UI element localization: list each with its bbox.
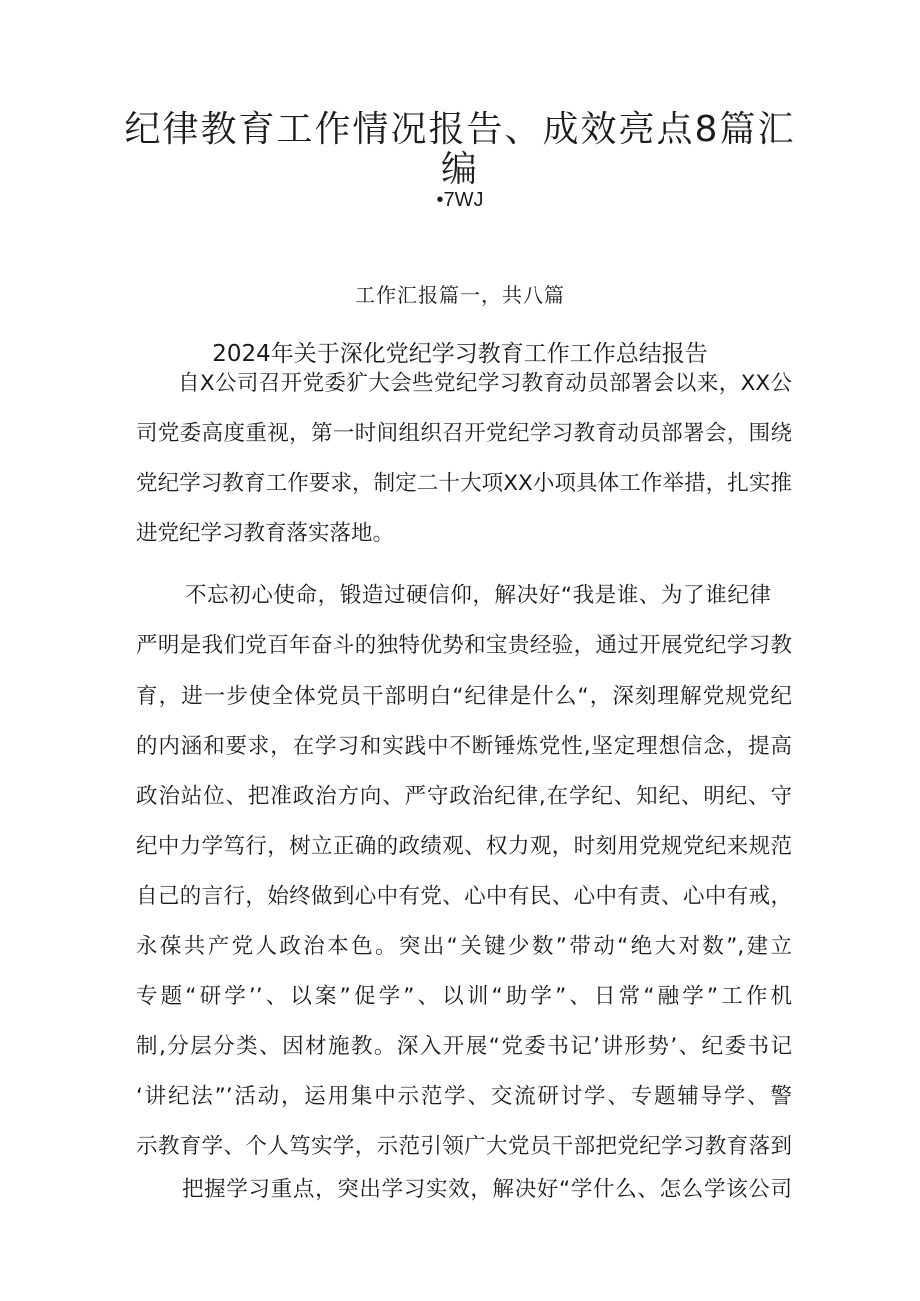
paragraph-line: 党纪学习教育工作要求，制定二十大项XX小项具体工作举措，扎实推: [136, 471, 792, 496]
section-heading: 工作汇报篇一，共八篇: [355, 283, 565, 307]
paragraph-line: 严明是我们党百年奋斗的独特优势和宝贵经验，通过开展党纪学习教: [136, 633, 792, 658]
paragraph-line: 把握学习重点，突出学习实效，解决好“学什么、怎么学该公司: [182, 1177, 792, 1202]
paragraph-line: 示教育学、个人笃实学，示范引领广大党员干部把党纪学习教育落到: [136, 1134, 792, 1159]
paragraph-line: 自己的言行，始终做到心中有党、心中有民、心中有责、心中有戒，: [136, 884, 792, 909]
paragraph-line: 进党纪学习教育落实落地。: [136, 521, 395, 546]
paragraph-line: 不忘初心使命，锻造过硬信仰，解决好“我是谁、为了谁纪律: [185, 583, 771, 608]
paragraph-line: 育，进一步使全体党员干部明白“纪律是什么“，深刻理解党规党纪: [136, 684, 792, 709]
paragraph-line: 的内涵和要求，在学习和实践中不断锤炼党性,坚定理想信念，提高: [136, 734, 792, 759]
document-title-line-1: 纪律教育工作情况报告、成效亮点8篇汇: [124, 109, 796, 150]
paragraph-line: 自X公司召开党委犷大会些党纪学习教育动员部署会以来，XX公: [178, 371, 792, 396]
paragraph-line: 政治站位、把准政治方向、严守政治纪律,在学纪、知纪、明纪、守: [136, 784, 792, 809]
paragraph-line: 司党委高度重视，第一时间组织召开党纪学习教育动员部署会，围绕: [136, 421, 792, 446]
report-title: 2024年关于深化党纪学习教育工作工作总结报告: [212, 341, 708, 367]
document-title-line-2: 编: [440, 149, 479, 190]
paragraph-line: 制,分层分类、因材施教。深入开展“党委书记’讲形势’、纪委书记: [136, 1034, 792, 1059]
paragraph-line: 专题“研学’’、以案”促学”、以训“助学”、日常“融学”工作机: [136, 984, 792, 1009]
paragraph-line: 永葆共产党人政治本色。突出“关键少数”带动“绝大对数”,建立: [136, 934, 792, 959]
paragraph-line: 纪中力学笃行，树立正确的政绩观、权力观，时刻用党规党纪来规范: [136, 834, 792, 859]
document-subtitle: •7WJ: [436, 189, 484, 211]
paragraph-line: ‘讲纪法”’活动，运用集中示范学、交流研讨学、专题辅导学、警: [136, 1084, 792, 1109]
